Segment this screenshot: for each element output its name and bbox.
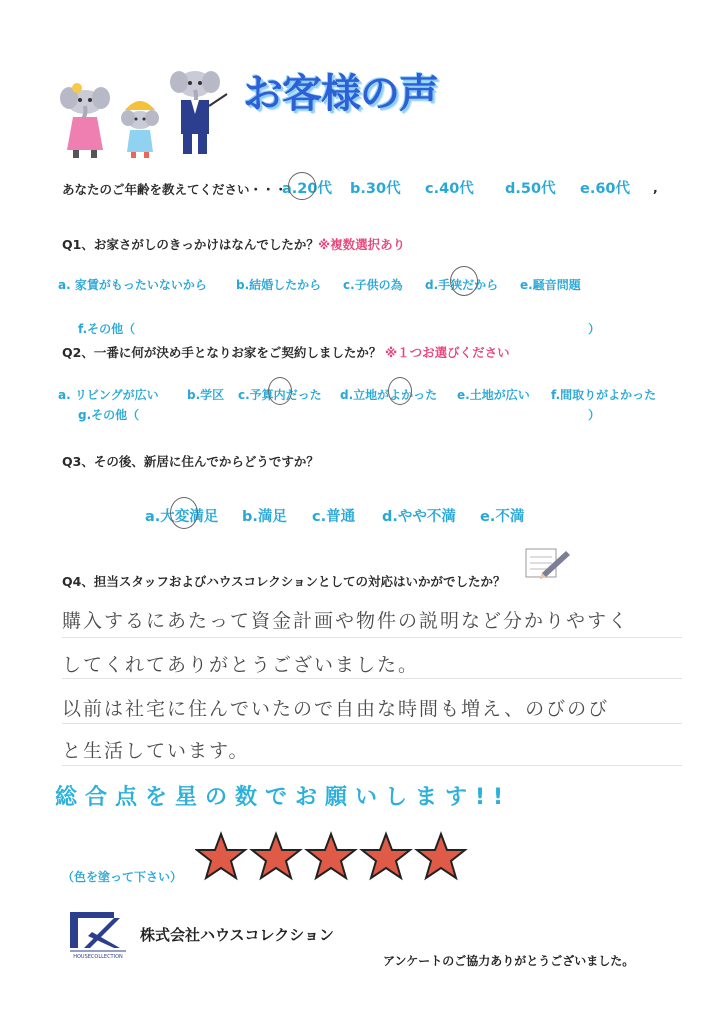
- q1-label: Q1、お家さがしのきっかけはなんでしたか？: [62, 237, 319, 252]
- selection-circle: [388, 377, 412, 405]
- q2-label: Q2、一番に何が決め手となりお家をご契約しましたか？: [62, 345, 382, 360]
- age-option-b[interactable]: b.30代: [350, 181, 401, 197]
- q3-option-e[interactable]: e.不満: [480, 509, 525, 525]
- q1-other[interactable]: f.その他（: [78, 322, 136, 336]
- q3-option-a[interactable]: a.大変満足: [145, 509, 219, 525]
- age-question: あなたのご年齢を教えてください・・・: [62, 182, 288, 197]
- q1-option-a[interactable]: a. 家賃がもったいないから: [58, 278, 207, 292]
- thanks-message: アンケートのご協力ありがとうございました。: [383, 954, 635, 968]
- rating-instruction: （色を塗って下さい）: [62, 870, 183, 884]
- elephant-family-illustration: [55, 62, 230, 162]
- rating-banner: 総合点を星の数でお願いします!!: [55, 785, 512, 810]
- age-trailing-mark: ,: [653, 180, 658, 195]
- q4-label: Q4、担当スタッフおよびハウスコレクションとしての対応はいかがでしたか？: [62, 574, 506, 589]
- q3-label: Q3、その後、新居に住んでからどうですか？: [62, 454, 319, 469]
- star-icon[interactable]: [197, 834, 245, 878]
- q3-option-d[interactable]: d.やや不満: [382, 509, 456, 525]
- star-icon[interactable]: [252, 834, 300, 878]
- q2-option-c[interactable]: c.予算内だった: [238, 388, 322, 402]
- q2-note: ※１つお選びください: [385, 345, 510, 360]
- company-name: 株式会社ハウスコレクション: [140, 926, 334, 944]
- answer-rule: [62, 637, 682, 638]
- q2-option-f[interactable]: f.間取りがよかった: [551, 388, 657, 402]
- q1-note: ※複数選択あり: [318, 237, 406, 252]
- selection-circle: [268, 377, 292, 405]
- age-option-e[interactable]: e.60代: [580, 181, 631, 197]
- q2-other-close: ）: [588, 408, 601, 422]
- q4-answer-line-4: と生活しています。: [62, 740, 250, 762]
- star-icon[interactable]: [307, 834, 355, 878]
- page-title: お客様の声: [243, 71, 438, 117]
- q1-option-c[interactable]: c.子供の為: [343, 278, 403, 292]
- age-option-d[interactable]: d.50代: [505, 181, 556, 197]
- q2-option-a[interactable]: a. リビングが広い: [58, 388, 159, 402]
- q2-option-e[interactable]: e.土地が広い: [457, 388, 530, 402]
- q1-option-e[interactable]: e.騒音問題: [520, 278, 581, 292]
- q4-answer-line-2: してくれてありがとうございました。: [62, 654, 420, 676]
- logo-text: HOUSECOLLECTION: [73, 954, 123, 960]
- star-icon[interactable]: [417, 834, 465, 878]
- q1-option-b[interactable]: b.結婚したから: [236, 278, 322, 292]
- selection-circle: [170, 497, 198, 529]
- q4-answer-line-1: 購入するにあたって資金計画や物件の説明など分かりやすく: [62, 610, 630, 632]
- q1-option-d[interactable]: d.手狭だから: [425, 278, 499, 292]
- q1-other-close: ）: [588, 322, 601, 336]
- star-icon[interactable]: [362, 834, 410, 878]
- answer-rule: [62, 765, 682, 766]
- selection-circle: [288, 172, 316, 200]
- memo-pencil-icon: [522, 545, 572, 581]
- selection-circle: [450, 266, 478, 296]
- answer-rule: [62, 678, 682, 679]
- q4-answer-line-3: 以前は社宅に住んでいたので自由な時間も増え、のびのび: [62, 698, 610, 720]
- q2-option-d[interactable]: d.立地がよかった: [340, 388, 438, 402]
- answer-rule: [62, 723, 682, 724]
- company-logo: [68, 910, 130, 960]
- q2-option-b[interactable]: b.学区: [187, 388, 225, 402]
- q2-other[interactable]: g.その他（: [78, 408, 140, 422]
- age-option-a[interactable]: a.20代: [282, 181, 332, 197]
- age-option-c[interactable]: c.40代: [425, 181, 474, 197]
- q3-option-c[interactable]: c.普通: [312, 509, 356, 525]
- star-row: [195, 830, 470, 885]
- q3-option-b[interactable]: b.満足: [242, 509, 287, 525]
